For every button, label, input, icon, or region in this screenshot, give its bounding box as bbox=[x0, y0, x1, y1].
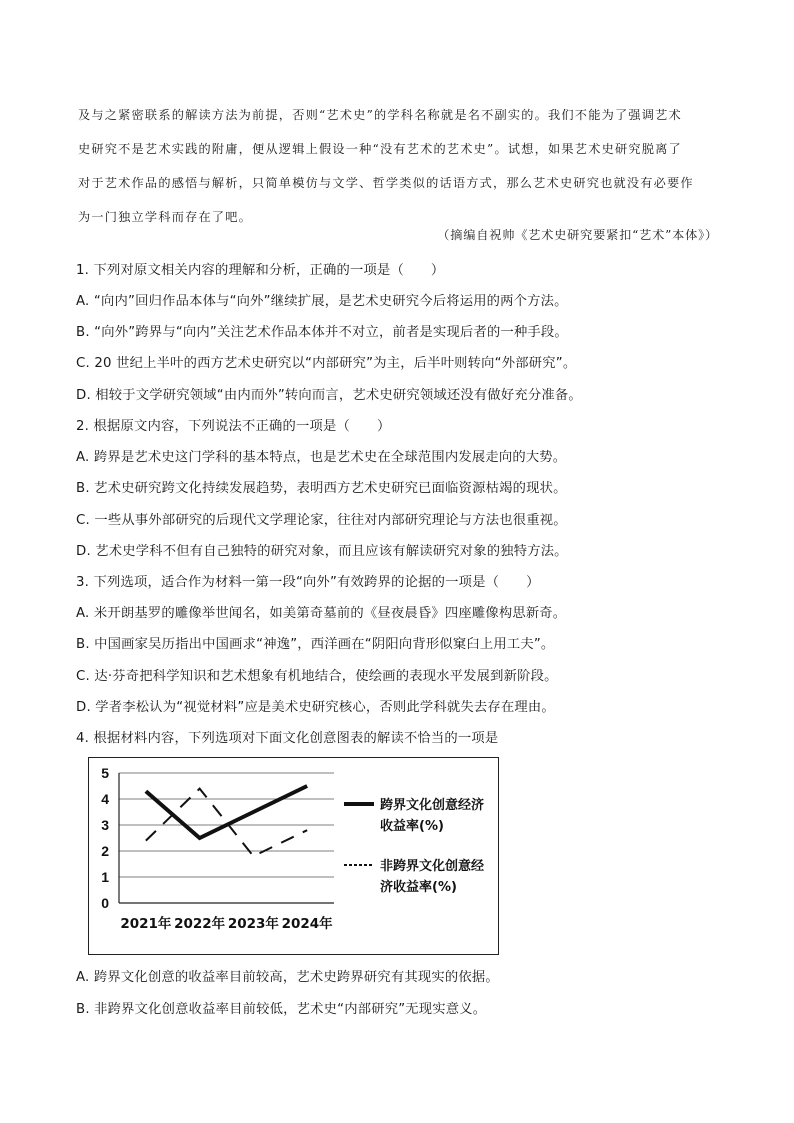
legend-label: 济收益率(%) bbox=[380, 880, 457, 895]
question-2-option-d: D. 艺术史学科不但有自己独特的研究对象，而且应该有解读研究对象的独特方法。 bbox=[76, 544, 568, 559]
question-1-option-d: D. 相较于文学研究领域“由内而外”转向而言，艺术史研究领域还没有做好充分准备。 bbox=[76, 388, 582, 403]
question-4-option-a: A. 跨界文化创意的收益率目前较高，艺术史跨界研究有其现实的依据。 bbox=[76, 970, 499, 985]
question-1-stem: 1. 下列对原文相关内容的理解和分析，正确的一项是（ ） bbox=[76, 263, 445, 278]
question-3-stem: 3. 下列选项，适合作为材料一第一段“向外”有效跨界的论据的一项是（ ） bbox=[76, 575, 540, 590]
question-1-option-a: A. “向内”回归作品本体与“向外”继续扩展，是艺术史研究今后将运用的两个方法。 bbox=[76, 294, 568, 309]
question-3-option-d: D. 学者李松认为“视觉材料”应是美术史研究核心，否则此学科就失去存在理由。 bbox=[76, 700, 555, 715]
legend-label: 非跨界文化创意经 bbox=[380, 859, 485, 874]
x-tick-label: 2023年 bbox=[227, 916, 279, 932]
passage-line: 史研究不是艺术实践的附庸，便从逻辑上假设一种“没有艺术的艺术史”。试想，如果艺术史研究脱离了 bbox=[78, 142, 682, 156]
question-3-option-b: B. 中国画家吴历指出中国画求“神逸”，西洋画在“阴阳向背形似窠臼上用工夫”。 bbox=[76, 637, 555, 652]
x-tick-label: 2024年 bbox=[281, 916, 333, 932]
passage-line: 及与之紧密联系的解读方法为前提，否则“艺术史”的学科名称就是名不副实的。我们不能为了强调艺术 bbox=[78, 108, 682, 122]
x-tick-label: 2021年 bbox=[120, 916, 172, 932]
passage-line: 为一门独立学科而存在了吧。 bbox=[78, 210, 253, 224]
legend-label: 收益率(%) bbox=[380, 819, 444, 834]
question-2-stem: 2. 根据原文内容，下列说法不正确的一项是（ ） bbox=[76, 419, 391, 434]
question-3-option-a: A. 米开朗基罗的雕像举世闻名，如美第奇墓前的《昼夜晨昏》四座雕像构思新奇。 bbox=[76, 606, 567, 621]
y-tick-label: 4 bbox=[101, 791, 109, 807]
passage-line: 对于艺术作品的感悟与解析，只简单模仿与文学、哲学类似的话语方式，那么艺术史研究也就没有必要作 bbox=[78, 176, 694, 190]
legend-label: 跨界文化创意经济 bbox=[380, 798, 485, 813]
y-tick-label: 5 bbox=[101, 765, 109, 781]
y-tick-label: 0 bbox=[101, 895, 109, 911]
question-2-option-b: B. 艺术史研究跨文化持续发展趋势，表明西方艺术史研究已面临资源枯竭的现状。 bbox=[76, 481, 567, 496]
question-1-option-c: C. 20 世纪上半叶的西方艺术史研究以“内部研究”为主，后半叶则转向“外部研究”。 bbox=[76, 356, 577, 371]
question-1-option-b: B. “向外”跨界与“向内”关注艺术作品本体并不对立，前者是实现后者的一种手段。 bbox=[76, 325, 568, 340]
question-2-option-c: C. 一些从事外部研究的后现代文学理论家，往往对内部研究理论与方法也很重视。 bbox=[76, 513, 567, 528]
y-tick-label: 1 bbox=[101, 869, 109, 885]
question-4-option-b: B. 非跨界文化创意收益率目前较低，艺术史“内部研究”无现实意义。 bbox=[76, 1002, 487, 1017]
question-4-stem: 4. 根据材料内容，下列选项对下面文化创意图表的解读不恰当的一项是 bbox=[76, 731, 499, 746]
y-tick-label: 2 bbox=[101, 843, 109, 859]
series-line-crossover bbox=[146, 786, 307, 838]
passage-source: （摘编自祝帅《艺术史研究要紧扣“艺术”本体》） bbox=[437, 228, 718, 242]
question-3-option-c: C. 达·芬奇把科学知识和艺术想象有机地结合，使绘画的表现水平发展到新阶段。 bbox=[76, 669, 558, 684]
x-tick-label: 2022年 bbox=[174, 916, 226, 932]
question-2-option-a: A. 跨界是艺术史这门学科的基本特点，也是艺术史在全球范围内发展走向的大势。 bbox=[76, 450, 567, 465]
culture-creative-chart bbox=[88, 757, 499, 955]
y-tick-label: 3 bbox=[101, 817, 109, 833]
reading-passage bbox=[78, 98, 724, 234]
chart-canvas bbox=[89, 758, 498, 954]
